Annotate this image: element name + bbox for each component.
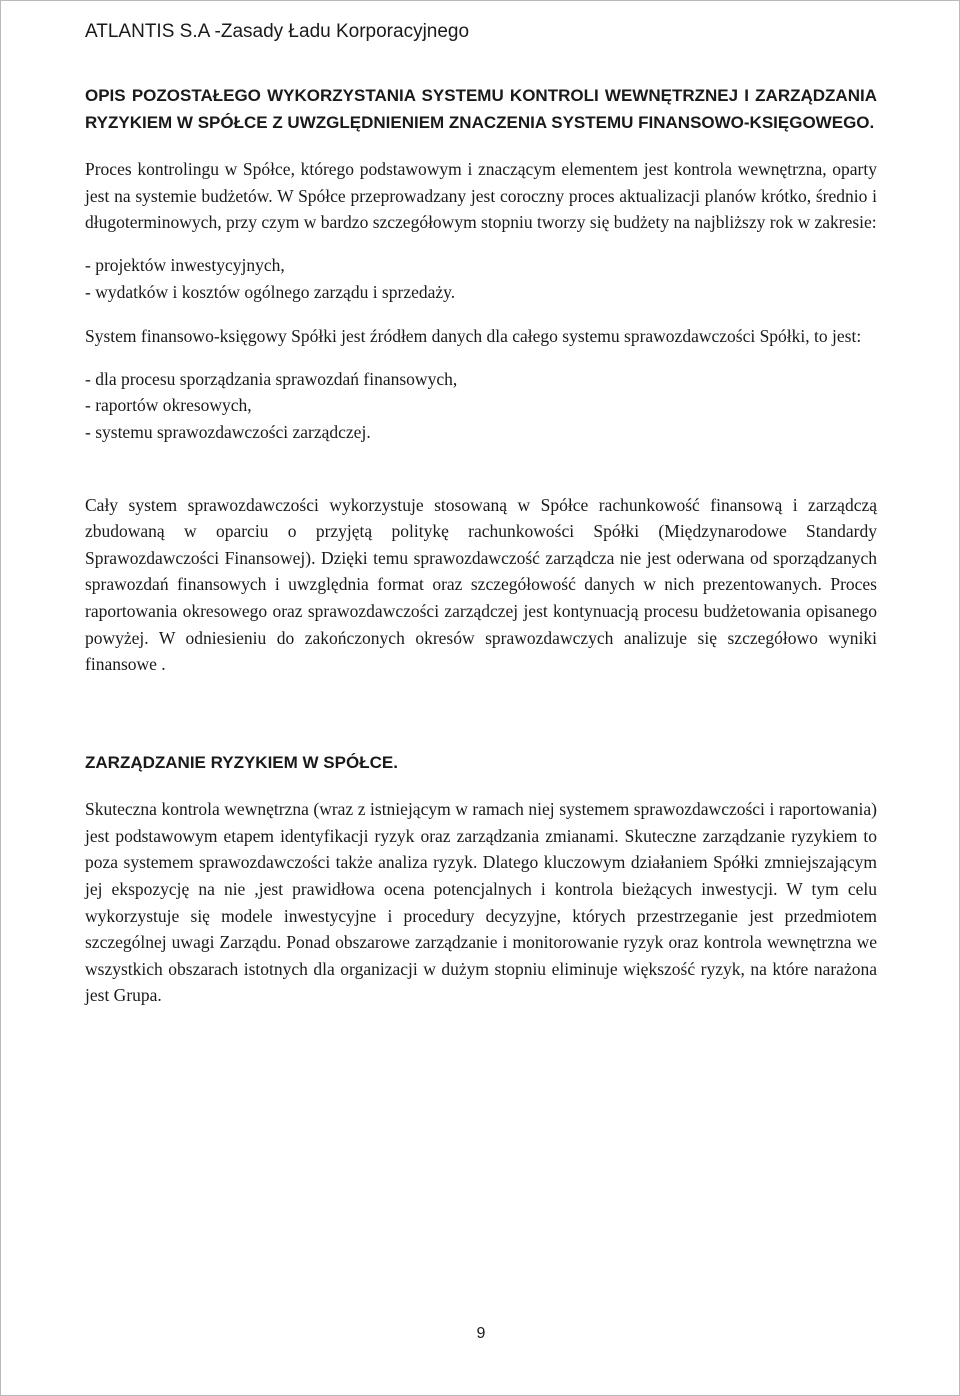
list-item: - wydatków i kosztów ogólnego zarządu i sprzedaży. <box>85 281 456 302</box>
page-number: 9 <box>476 1325 486 1342</box>
list-item: - projektów inwestycyjnych, <box>85 254 285 275</box>
reporting-scope-list <box>85 366 877 446</box>
section-heading-internal-control: OPIS POZOSTAŁEGO WYKORZYSTANIA SYSTEMU KONTROLI WEWNĘTRZNEJ I ZARZĄDZANIA RYZYKIEM W SPÓŁCE Z UWZGLĘDNIENIEM ZNACZENIA SYSTEMU FINANSOWO-KSIĘGOWEGO. <box>85 86 877 132</box>
section-heading-risk-management: ZARZĄDZANIE RYZYKIEM W SPÓŁCE. <box>85 752 398 772</box>
list-item: - systemu sprawozdawczości zarządczej. <box>85 421 371 442</box>
paragraph-accounting-system: System finansowo-księgowy Spółki jest źródłem danych dla całego systemu sprawozdawczości Spółki, to jest: <box>85 326 862 347</box>
list-item: - dla procesu sporządzania sprawozdań finansowych, <box>85 368 458 389</box>
paragraph-risk-management: Skuteczna kontrola wewnętrzna (wraz z istniejącym w ramach niej systemem sprawozdawczości i raportowania) jest podstawowym etapem identyfikacji ryzyk oraz zarządzania zmianami. Skuteczne zarządzanie ryzykiem to poza systemem sprawozdawczości także analiza ryzyk. Dlatego kluczowym działaniem Spółki zmniejszającym jej ekspozycję na nie ,jest prawidłowa ocena potencjalnych i kontrola bieżących inwestycji. W tym celu wykorzystuje się modele inwestycyjne i procedury decyzyjne, których przestrzeganie jest przedmiotem szczególnej uwagi Zarządu. Ponad obszarowe zarządzanie i monitorowanie ryzyk oraz kontrola wewnętrzna we wszystkich obszarach istotnych dla organizacji w dużym stopniu eliminuje większość ryzyk, na które narażona jest Grupa. <box>85 799 877 1006</box>
budget-scope-list <box>85 252 877 305</box>
page-content <box>85 83 877 1009</box>
paragraph-reporting-system: Cały system sprawozdawczości wykorzystuje stosowaną w Spółce rachunkowość finansową i zarządczą zbudowaną w oparciu o przyjętą politykę rachunkowości Spółki (Międzynarodowe Standardy Sprawozdawczości Finansowej). Dzięki temu sprawozdawczość zarządcza nie jest oderwana od sporządzanych sprawozdań finansowych i uwzględnia format oraz szczegółowość danych w nich prezentowanych. Proces raportowania okresowego oraz sprawozdawczości zarządczej jest kontynuacją procesu budżetowania opisanego powyżej. W odniesieniu do zakończonych okresów sprawozdawczych analizuje się szczegółowo wyniki finansowe . <box>85 494 877 675</box>
paragraph-controlling-process: Proces kontrolingu w Spółce, którego podstawowym i znaczącym elementem jest kontrola wewnętrzna, oparty jest na systemie budżetów. W Spółce przeprowadzany jest coroczny proces aktualizacji planów krótko, średnio i długoterminowych, przy czym w bardzo szczegółowym stopniu tworzy się budżety na najbliższy rok w zakresie: <box>85 159 877 233</box>
list-item: - raportów okresowych, <box>85 395 252 416</box>
running-header: ATLANTIS S.A -Zasady Ładu Korporacyjnego <box>85 21 470 42</box>
